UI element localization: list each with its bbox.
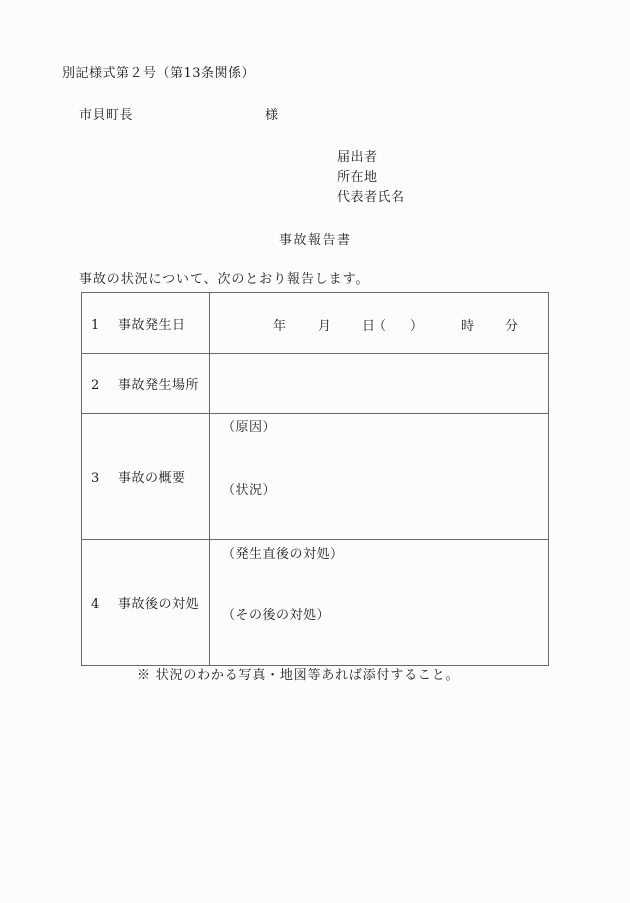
form-number: 別記様式第２号（第13条関係） — [62, 66, 256, 81]
address-label: 所在地 — [337, 170, 378, 185]
weekday-open-paren: （ — [373, 319, 387, 334]
immediate-response-label: （発生直後の対処） — [222, 547, 344, 562]
year-unit: 年 — [273, 319, 287, 334]
accident-summary-field[interactable] — [210, 414, 549, 540]
representative-name-label: 代表者氏名 — [337, 190, 405, 205]
applicant-block — [337, 150, 405, 210]
addressee: 市貝町長 — [79, 108, 134, 123]
row-label-cell — [82, 293, 210, 354]
item-label: 事故の概要 — [118, 471, 186, 486]
honorific: 様 — [265, 108, 279, 123]
weekday-close-paren: ） — [410, 319, 424, 334]
item-number: 4 — [91, 597, 100, 612]
table-row-post-accident-response — [82, 540, 549, 666]
row-label-cell — [82, 540, 210, 666]
table-row-accident-summary — [82, 414, 549, 540]
document-title: 事故報告書 — [279, 233, 352, 248]
occurrence-location-field[interactable] — [210, 354, 549, 414]
report-table — [81, 292, 549, 666]
cause-label: （原因） — [222, 420, 277, 435]
item-number: 3 — [91, 471, 100, 486]
month-unit: 月 — [318, 319, 332, 334]
occurrence-datetime-field[interactable] — [210, 293, 549, 354]
item-number: 2 — [91, 378, 100, 393]
attachment-footnote: ※ 状況のわかる写真・地図等あれば添付すること。 — [137, 668, 460, 683]
item-label: 事故発生場所 — [118, 378, 200, 393]
item-label: 事故後の対処 — [118, 597, 200, 612]
table-row-occurrence-location — [82, 354, 549, 414]
hour-unit: 時 — [461, 319, 475, 334]
row-label-cell — [82, 414, 210, 540]
minute-unit: 分 — [505, 319, 519, 334]
subsequent-response-label: （その後の対処） — [222, 608, 331, 623]
item-number: 1 — [91, 317, 100, 333]
intro-text: 事故の状況について、次のとおり報告します。 — [79, 272, 370, 287]
row-label-cell — [82, 354, 210, 414]
table-row-occurrence-date — [82, 293, 549, 354]
situation-label: （状況） — [222, 483, 277, 498]
filer-label: 届出者 — [337, 150, 378, 165]
item-label: 事故発生日 — [118, 317, 186, 333]
day-unit: 日 — [362, 319, 376, 334]
post-accident-response-field[interactable] — [210, 540, 549, 666]
